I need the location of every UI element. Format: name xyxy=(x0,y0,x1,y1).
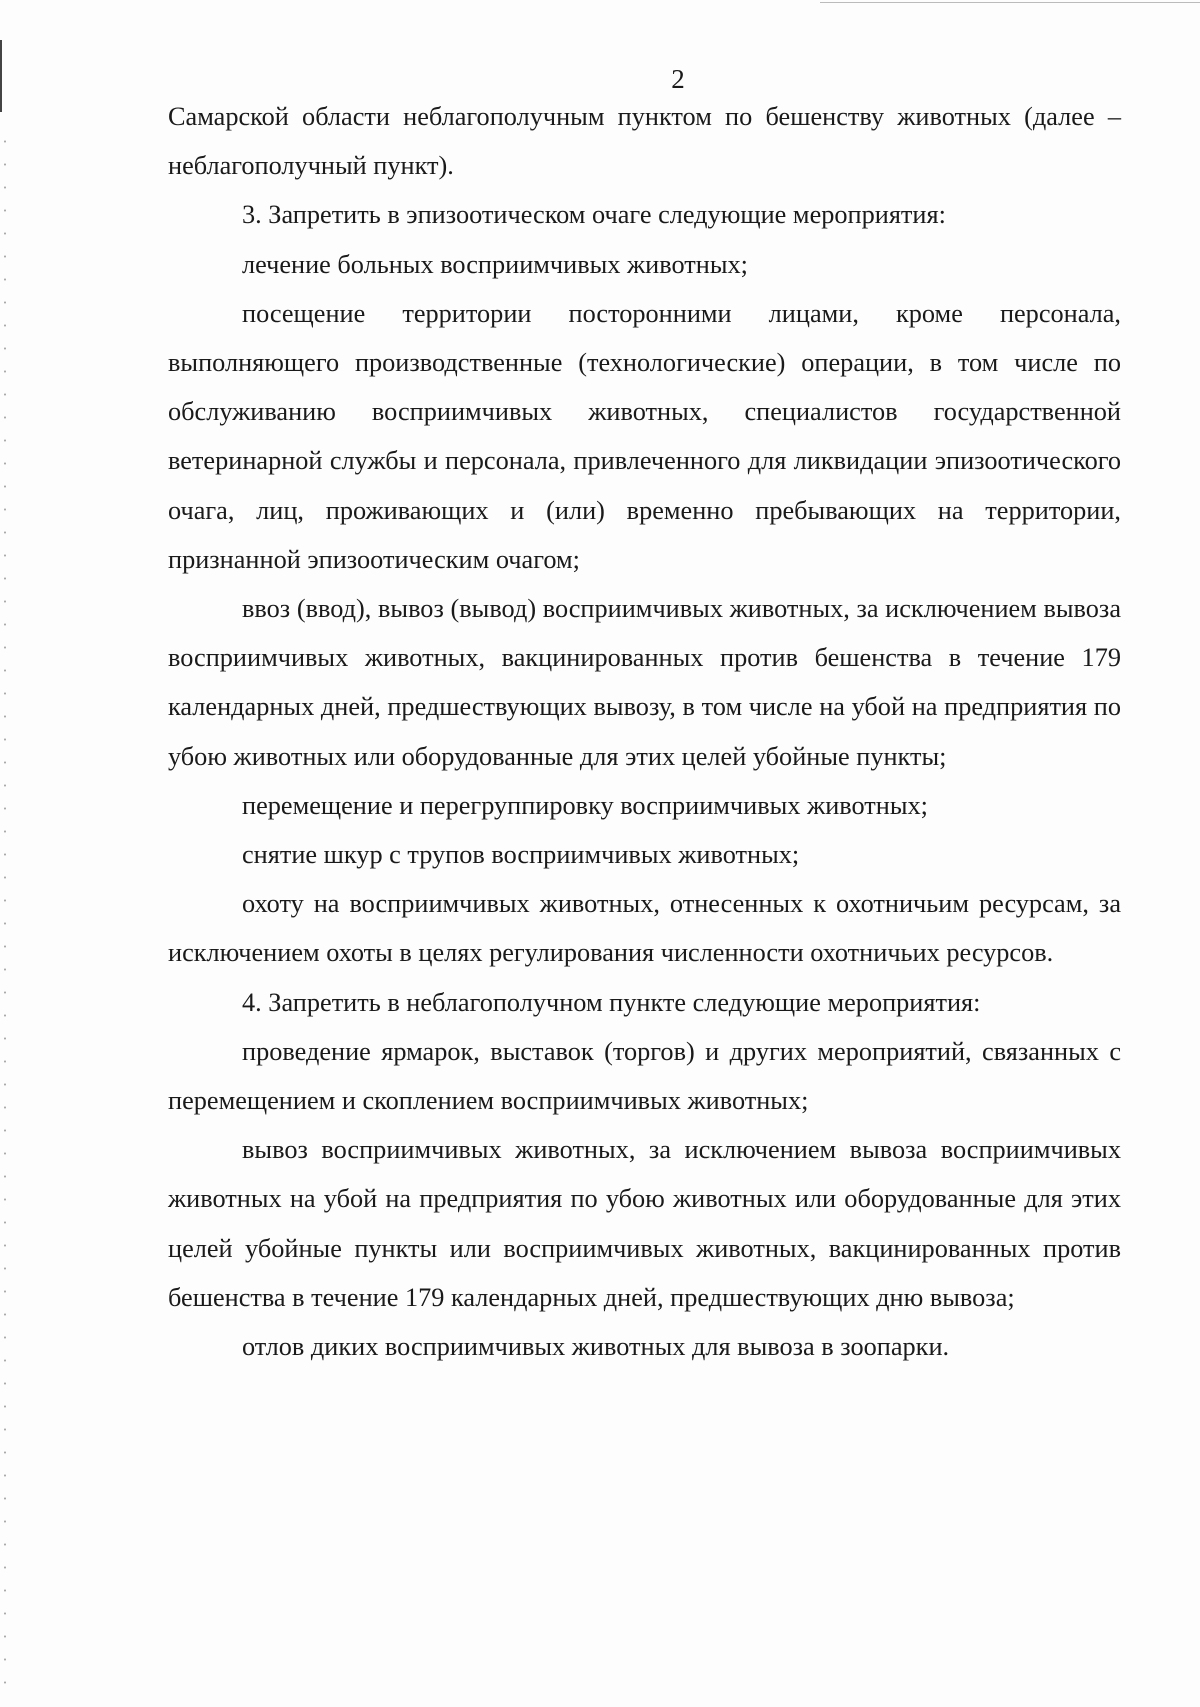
paragraph-item-4-export: вывоз восприимчивых животных, за исключением вывоза восприимчивых животных на убой на предприятия по убою животных или оборудованные для этих целей убойные пункты или восприимчивых животных, вакцинированных против бешенства в течение 179 календарных дней, предшествующих дню вывоза; xyxy=(168,1135,1121,1312)
paragraph-continuation: Самарской области неблагополучным пунктом по бешенству животных (далее – неблагополучный пункт). xyxy=(168,102,1121,181)
scan-top-rule xyxy=(820,2,1200,3)
paragraph-item-4-heading: 4. Запретить в неблагополучном пункте следующие мероприятия: xyxy=(242,987,981,1017)
scan-binding-holes xyxy=(2,130,8,1690)
paragraph-item-3-hunting: охоту на восприимчивых животных, отнесенных к охотничьим ресурсам, за исключением охоты в целях регулирования численности охотничьих ресурсов. xyxy=(168,889,1121,968)
paragraph-item-3-heading: 3. Запретить в эпизоотическом очаге следующие мероприятия: xyxy=(242,200,946,230)
paragraph-item-3-regrouping: перемещение и перегруппировку восприимчивых животных; xyxy=(242,790,928,820)
paragraph-item-3-visiting: посещение территории посторонними лицами, кроме персонала, выполняющего производственные (технологические) операции, в том числе по обслуживанию восприимчивых животных, специалистов государственной ветеринарной службы и персонала, привлеченного для ликвидации эпизоотического очага, лиц, проживающих и (или) временно пребывающих на территории, признанной эпизоотическим очагом; xyxy=(168,298,1121,574)
document-body xyxy=(168,92,1121,1371)
paragraph-item-3-import-export: ввоз (ввод), вывоз (вывод) восприимчивых животных, за исключением вывоза восприимчивых животных, вакцинированных против бешенства в течение 179 календарных дней, предшествующих вывозу, в том числе на убой на предприятия по убою животных или оборудованные для этих целей убойные пункты; xyxy=(168,594,1121,771)
page-number: 2 xyxy=(671,64,685,94)
paragraph-item-4-capture: отлов диких восприимчивых животных для вывоза в зоопарки. xyxy=(242,1332,950,1362)
paragraph-item-3-skinning: снятие шкур с трупов восприимчивых животных; xyxy=(242,840,800,870)
paragraph-item-4-fairs: проведение ярмарок, выставок (торгов) и других мероприятий, связанных с перемещением и скоплением восприимчивых животных; xyxy=(168,1036,1121,1116)
paragraph-item-3-treatment: лечение больных восприимчивых животных; xyxy=(242,249,748,279)
